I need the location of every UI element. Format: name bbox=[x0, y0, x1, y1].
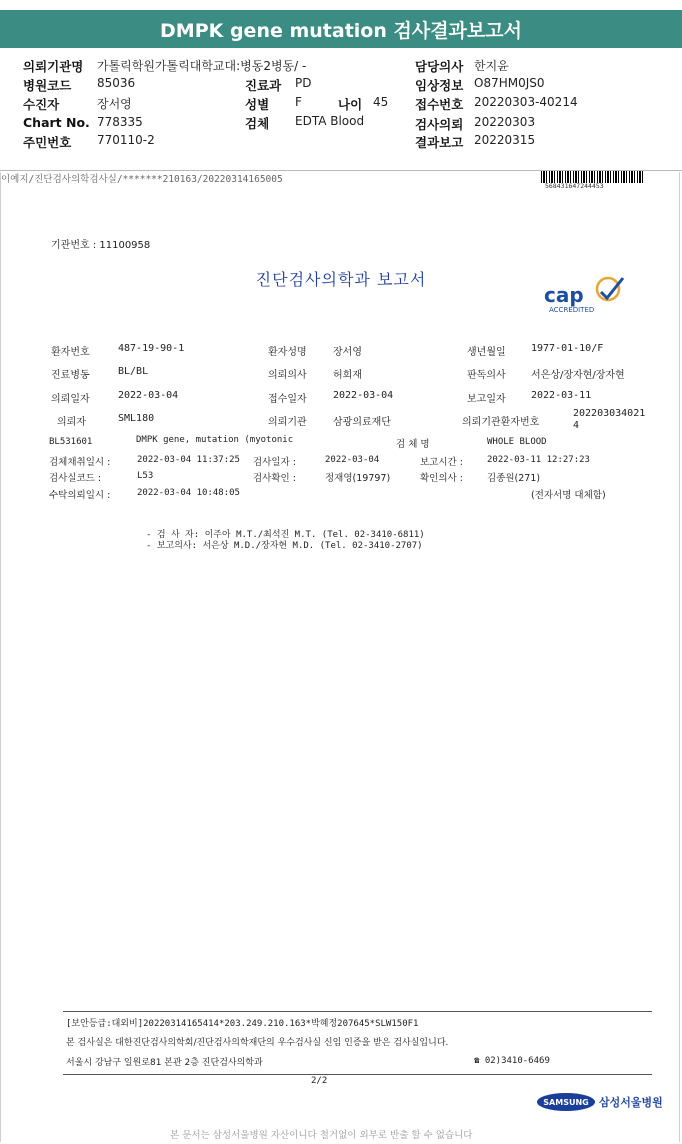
header-value: F bbox=[295, 95, 302, 109]
document-right-border bbox=[679, 172, 680, 1142]
info-label: 접수일자 bbox=[268, 394, 307, 405]
accreditation-statement: 본 검사실은 대한진단검사의학회/진단검사의학재단의 우수검사실 신임 인증을 받은 검사실입니다. bbox=[66, 1038, 449, 1048]
header-value: 20220315 bbox=[474, 133, 536, 147]
header-label: 성별 bbox=[245, 97, 270, 112]
info-value: 2022-03-04 bbox=[333, 390, 394, 401]
header-value: O87HM0JS0 bbox=[474, 76, 545, 90]
esign-note: (전자서명 대체함) bbox=[531, 490, 606, 501]
header-label: 수진자 bbox=[23, 97, 60, 112]
header-label: Chart No. bbox=[23, 115, 90, 130]
institution-number: 기관번호 : 11100958 bbox=[51, 240, 151, 251]
hospital-name: 삼성서울병원 bbox=[599, 1096, 663, 1109]
info-label: 의뢰의사 bbox=[268, 370, 307, 381]
barcode-number: 568431647244453 bbox=[545, 182, 604, 190]
report-title: 진단검사의학과 보고서 bbox=[255, 270, 427, 289]
header-label: 결과보고 bbox=[415, 135, 464, 150]
info-value: BL/BL bbox=[118, 366, 149, 377]
info-value: 삼광의료재단 bbox=[333, 417, 391, 428]
info-label: 생년월일 bbox=[467, 347, 506, 358]
exam-date-label: 검사일자 : bbox=[253, 457, 296, 468]
footer-phone: ☎ 02)3410-6469 bbox=[474, 1056, 550, 1066]
header-label: 검체 bbox=[245, 116, 270, 131]
header-label: 나이 bbox=[338, 97, 363, 112]
info-value: SML180 bbox=[118, 413, 155, 424]
collect-label: 검체채취일시 : bbox=[49, 457, 111, 468]
info-value: 1977-01-10/F bbox=[531, 343, 604, 354]
document-left-border bbox=[0, 172, 1, 1142]
header-label: 접수번호 bbox=[415, 97, 464, 112]
security-line: [보안등급:대외비]20220314165414*203.249.210.163*박혜정207645*SLW150F1 bbox=[66, 1019, 419, 1029]
lab-code-label: 검사실코드 : bbox=[49, 473, 102, 484]
header-value: 20220303 bbox=[474, 115, 536, 129]
confirm-doctor-label: 확인의사 : bbox=[420, 473, 463, 484]
exam-confirm-label: 검사확인 : bbox=[253, 473, 296, 484]
samsung-hospital-logo bbox=[537, 1090, 663, 1114]
info-label: 의뢰기관환자번호 bbox=[462, 417, 540, 428]
exam-date-value: 2022-03-04 bbox=[325, 455, 380, 465]
cap-accredited-logo bbox=[541, 276, 631, 316]
info-label: 진료병동 bbox=[51, 370, 90, 381]
confirm-doctor-value: 김종원(271) bbox=[487, 473, 541, 484]
consign-label: 수탁의뢰일시 : bbox=[49, 490, 111, 501]
title-banner bbox=[0, 10, 682, 48]
specimen-value: WHOLE BLOOD bbox=[487, 437, 547, 447]
info-value: 장서영 bbox=[333, 347, 362, 358]
info-value: 2022-03-11 bbox=[531, 390, 592, 401]
info-label: 의뢰일자 bbox=[51, 394, 90, 405]
header-label: 임상정보 bbox=[415, 78, 464, 93]
header-value: PD bbox=[295, 76, 312, 90]
exam-confirm-value: 정재영(19797) bbox=[325, 473, 391, 484]
info-value: 202203034021 bbox=[573, 408, 646, 419]
header-label: 의뢰기관명 bbox=[23, 59, 84, 74]
report-time-label: 보고시간 : bbox=[420, 457, 463, 468]
collect-value: 2022-03-04 11:37:25 bbox=[137, 455, 240, 465]
consign-value: 2022-03-04 10:48:05 bbox=[137, 488, 240, 498]
header-value: 45 bbox=[373, 95, 389, 109]
info-value: 2022-03-04 bbox=[118, 390, 179, 401]
header-value: 가톨릭학원가톨릭대학교대:병동2병동/ - bbox=[97, 59, 307, 73]
document-path: 이예지/진단검사의학검사실/*******210163/20220314165005 bbox=[1, 174, 283, 185]
header-value: 20220303-40214 bbox=[474, 95, 578, 109]
info-label: 의뢰기관 bbox=[268, 417, 307, 428]
footer-address: 서울시 강남구 일원로81 본관 2층 진단검사의학과 bbox=[66, 1058, 263, 1068]
info-label: 판독의사 bbox=[467, 370, 506, 381]
test-code: BL531601 bbox=[49, 437, 93, 447]
header-value: 778335 bbox=[97, 115, 143, 129]
specimen-label: 검 체 명 bbox=[396, 439, 430, 450]
samsung-text: SAMSUNG bbox=[543, 1098, 589, 1107]
header-label: 검사의뢰 bbox=[415, 117, 464, 132]
header-value: 장서영 bbox=[97, 97, 132, 111]
header-value: 770110-2 bbox=[97, 133, 155, 147]
header-value: EDTA Blood bbox=[295, 114, 365, 128]
info-label: 환자번호 bbox=[51, 347, 90, 358]
test-name: DMPK gene, mutation (myotonic bbox=[136, 435, 294, 445]
info-label: 의뢰자 bbox=[57, 417, 86, 428]
page-number: 2/2 bbox=[311, 1076, 328, 1086]
header-label: 진료과 bbox=[245, 78, 282, 93]
report-time-value: 2022-03-11 12:27:23 bbox=[487, 455, 590, 465]
info-value: 허희재 bbox=[333, 370, 362, 381]
info-value: 487-19-90-1 bbox=[118, 343, 185, 354]
info-label: 환자성명 bbox=[268, 347, 307, 358]
staff-technician: - 검 사 자: 이주아 M.T./최석진 M.T. (Tel. 02-3410-6811) bbox=[146, 530, 425, 540]
info-label: 보고일자 bbox=[467, 394, 506, 405]
page-title: DMPK gene mutation 검사결과보고서 bbox=[160, 20, 522, 42]
info-value-tail: 4 bbox=[573, 420, 580, 431]
info-value: 서은상/장자현/장자현 bbox=[531, 370, 625, 381]
staff-doctor: - 보고의사: 서은상 M.D./장자현 M.D. (Tel. 02-3410-2707) bbox=[146, 541, 423, 551]
cap-text: cap bbox=[544, 283, 584, 307]
cap-accredited-text: ACCREDITED bbox=[549, 306, 595, 314]
header-value: 85036 bbox=[97, 76, 136, 90]
header-label: 병원코드 bbox=[23, 78, 72, 93]
header-label: 주민번호 bbox=[23, 135, 72, 150]
header-value: 한지윤 bbox=[474, 59, 509, 73]
bottom-notice: 본 문서는 삼성서울병원 자산이니다 철거없이 외부로 반출 할 수 없습니다 bbox=[170, 1130, 473, 1141]
header-label: 담당의사 bbox=[415, 59, 464, 74]
lab-code-value: L53 bbox=[137, 471, 154, 481]
